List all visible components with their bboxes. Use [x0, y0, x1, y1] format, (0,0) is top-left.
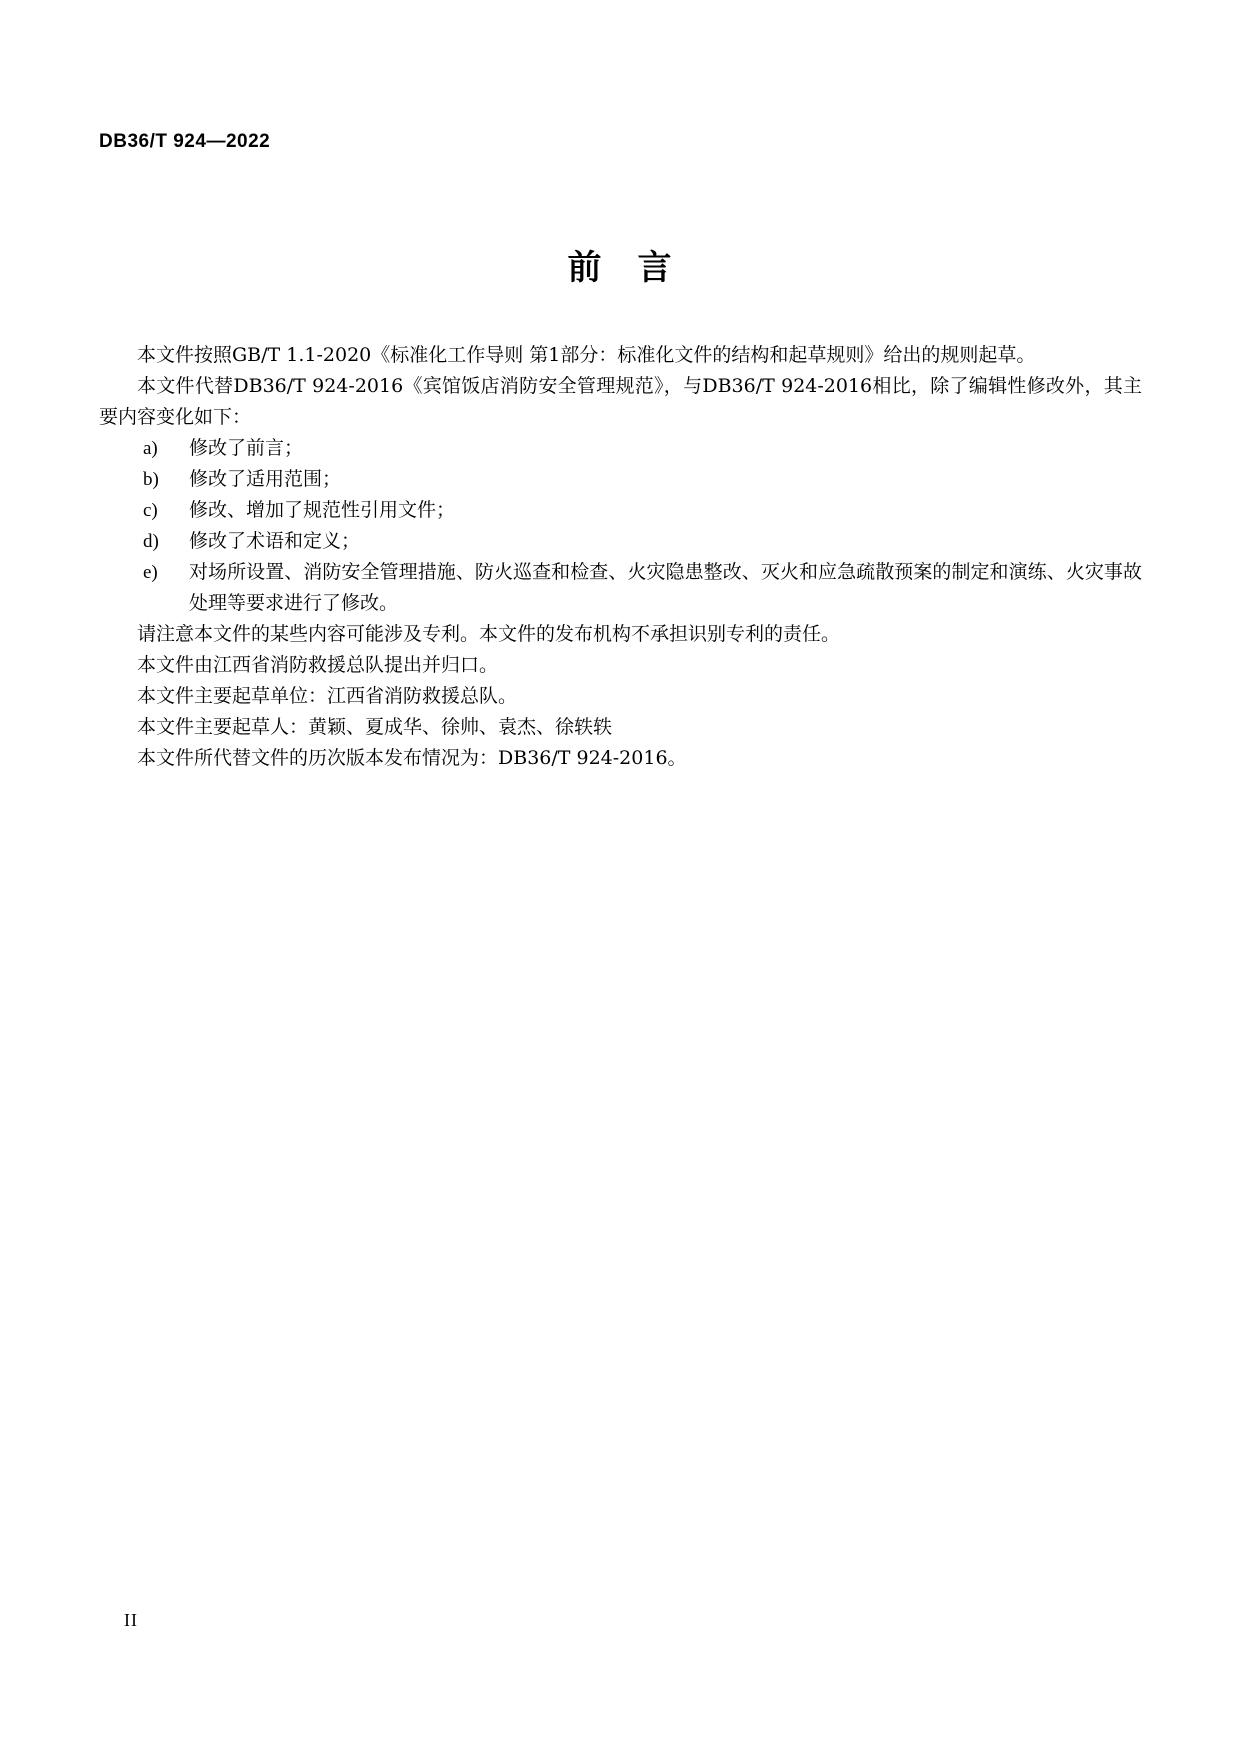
change-list	[99, 433, 1142, 619]
paragraph-previous-versions: 本文件所代替文件的历次版本发布情况为：DB36/T 924-2016。	[137, 747, 687, 769]
list-item-marker: a)	[143, 438, 158, 459]
paragraph-drafters: 本文件主要起草人：黄颖、夏成华、徐帅、袁杰、徐轶轶	[137, 716, 613, 738]
paragraph-drafting-organization: 本文件主要起草单位：江西省消防救援总队。	[137, 685, 518, 707]
list-item	[99, 464, 1142, 495]
page-number: II	[124, 1610, 138, 1630]
list-item-marker: d)	[143, 531, 159, 552]
list-item	[99, 433, 1142, 464]
paragraph-drafting-basis: 本文件按照GB/T 1.1-2020《标准化工作导则 第1部分：标准化文件的结构和起草规则》给出的规则起草。	[137, 344, 1036, 366]
paragraph-patent-notice: 请注意本文件的某些内容可能涉及专利。本文件的发布机构不承担识别专利的责任。	[137, 623, 841, 645]
paragraph-proposing-body: 本文件由江西省消防救援总队提出并归口。	[137, 654, 499, 676]
list-item-label: 修改、增加了规范性引用文件；	[189, 499, 456, 521]
list-item	[99, 495, 1142, 526]
page-title-char-2: 言	[637, 248, 674, 288]
list-item-marker: c)	[143, 500, 158, 521]
standard-number-header: DB36/T 924—2022	[99, 131, 271, 152]
list-item-marker: b)	[143, 469, 159, 490]
list-item	[99, 557, 1142, 619]
page-title	[0, 240, 1241, 289]
list-item	[99, 526, 1142, 557]
foreword-body	[99, 340, 1142, 774]
list-item-label: 修改了适用范围；	[189, 468, 342, 490]
page-title-char-1: 前	[567, 248, 604, 288]
list-item-marker: e)	[143, 562, 158, 583]
list-item-label: 对场所设置、消防安全管理措施、防火巡查和检查、火灾隐患整改、灭火和应急疏散预案的制定和演练、火灾事故处理等要求进行了修改。	[189, 561, 1142, 614]
paragraph-replacement-notice: 本文件代替DB36/T 924-2016《宾馆饭店消防安全管理规范》，与DB36/T 924-2016相比，除了编辑性修改外，其主要内容变化如下：	[99, 375, 1142, 428]
list-item-label: 修改了前言；	[189, 437, 304, 459]
list-item-label: 修改了术语和定义；	[189, 530, 361, 552]
